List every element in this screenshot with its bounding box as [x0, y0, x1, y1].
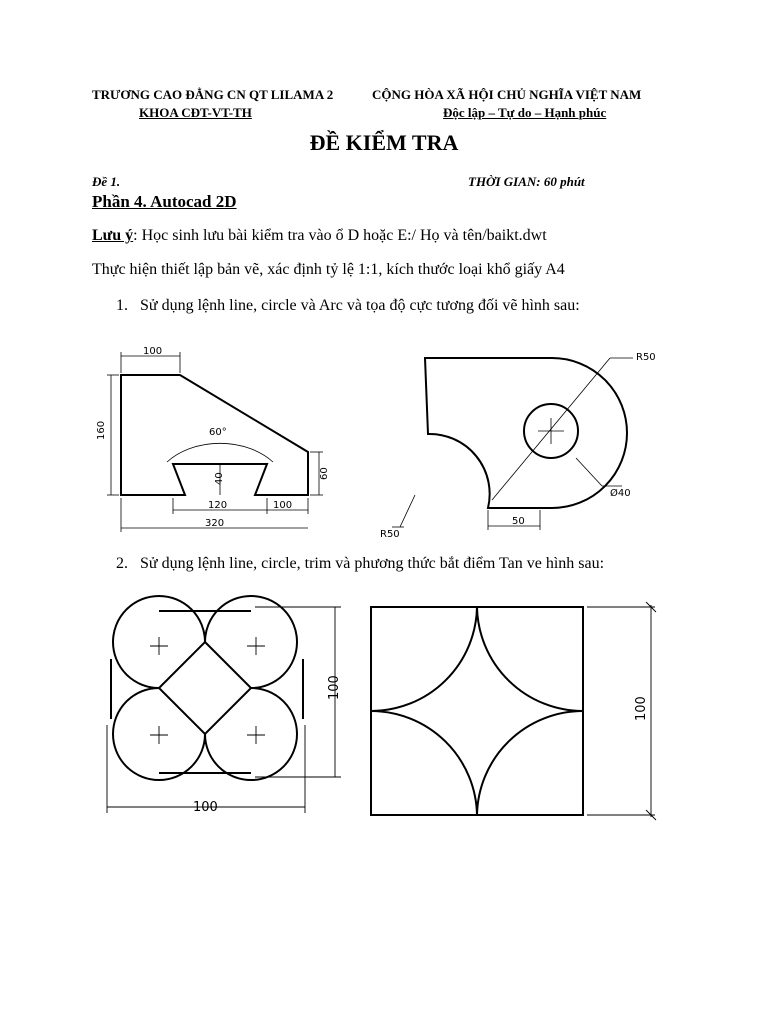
task-number: 1.: [116, 297, 128, 314]
dim-top-width: 100: [143, 346, 163, 357]
dim-slot-depth: 40: [214, 472, 225, 485]
dim-arc-radius: R50: [636, 352, 656, 363]
task-text: Sử dụng lệnh line, circle và Arc và tọa độ cực tương đối vẽ hình sau:: [140, 297, 580, 314]
figure-4-frame: [371, 607, 583, 815]
section-title: Phần 4. Autocad 2D: [92, 192, 237, 211]
setup-text: Thực hiện thiết lập bản vẽ, xác định tỷ lệ 1:1, kích thước loại khổ giấy A4: [92, 261, 565, 278]
dim-hole-diameter: Ø40: [610, 488, 631, 499]
figure-3-outline: [113, 596, 297, 780]
dim-lower-radius: R50: [380, 529, 400, 540]
dim-bottom-length: 50: [512, 516, 525, 527]
figure-3-inner-square: [159, 642, 251, 734]
dim-width: 100: [193, 800, 218, 815]
dim-right-height: 60: [319, 467, 330, 480]
dim-right-offset: 100: [273, 500, 293, 511]
dim-height: 160: [96, 420, 107, 440]
exam-number: Đề 1.: [92, 174, 121, 189]
dim-height: 100: [634, 696, 649, 721]
dim-total-width: 320: [205, 518, 225, 529]
dim-height: 100: [327, 675, 342, 700]
exam-time: THỜI GIAN: 60 phút: [468, 174, 585, 189]
figure-2-outline: [425, 358, 627, 508]
dim-slot-bottom: 120: [208, 500, 228, 511]
dim-angle: 60°: [209, 427, 227, 438]
page-title: ĐỀ KIỂM TRA: [309, 130, 459, 155]
figure-4-petals: [371, 607, 583, 815]
task-2: [116, 555, 604, 573]
note-line: [92, 227, 547, 245]
figure-1-drawing: [95, 340, 345, 540]
task-text: Sử dụng lệnh line, circle, trim và phương thức bắt điểm Tan ve hình sau:: [140, 555, 605, 572]
nation-name: CỘNG HÒA XÃ HỘI CHỦ NGHĨA VIỆT NAM: [372, 87, 642, 102]
school-name: TRƯƠNG CAO ĐẲNG CN QT LILAMA 2: [92, 87, 334, 102]
task-1: [116, 297, 580, 315]
note-text: : Học sinh lưu bài kiểm tra vào ổ D hoặc E:/ Họ và tên/baikt.dwt: [133, 227, 547, 244]
figure-4-drawing: [365, 595, 665, 825]
figure-2-drawing: [370, 340, 670, 550]
task-number: 2.: [116, 555, 128, 572]
figure-3-drawing: [95, 595, 355, 825]
department-name: KHOA CĐT-VT-TH: [139, 105, 252, 120]
motto: Độc lập – Tự do – Hạnh phúc: [443, 105, 607, 120]
note-label: Lưu ý: [92, 227, 134, 244]
